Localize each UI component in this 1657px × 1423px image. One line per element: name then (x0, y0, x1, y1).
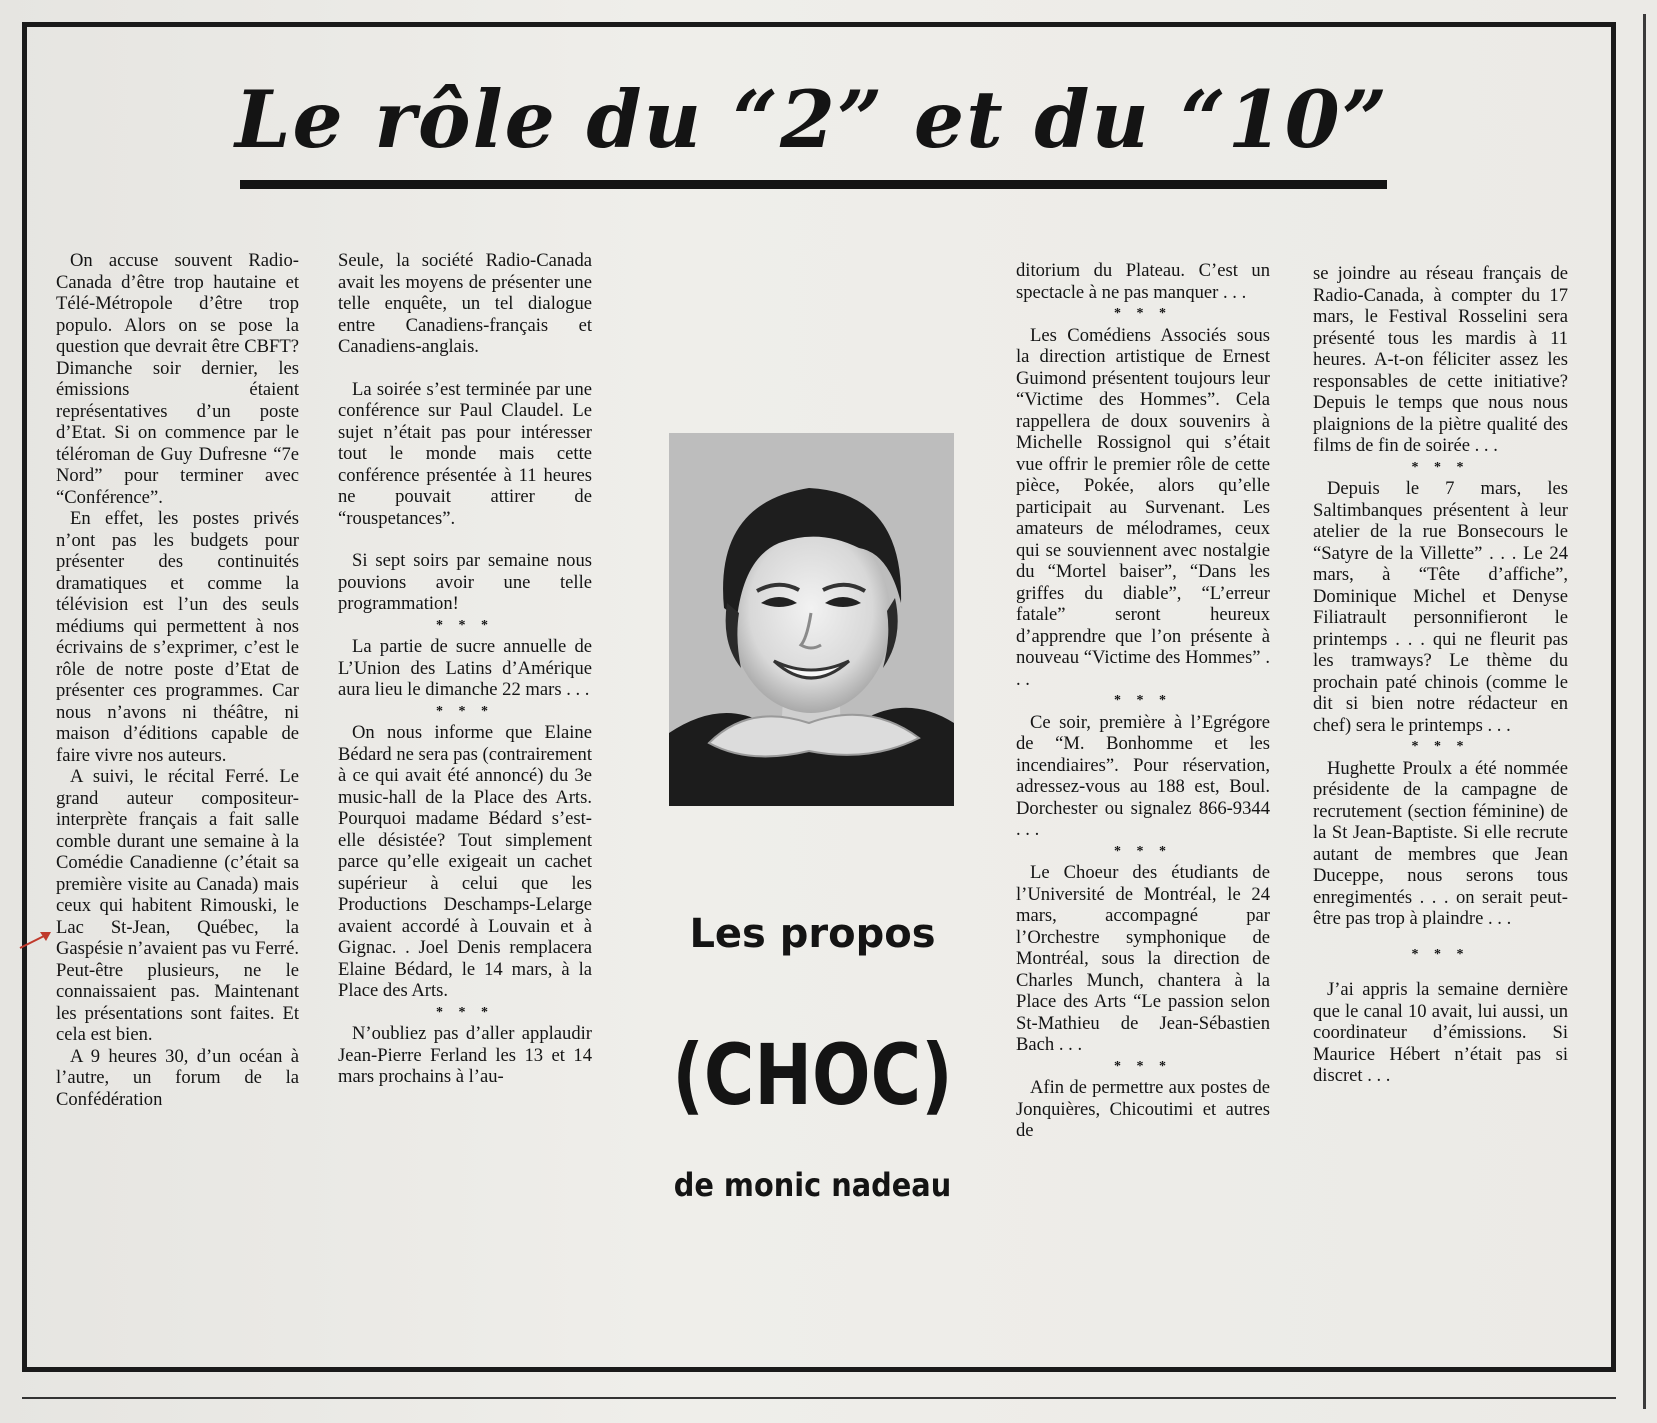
paragraph: ditorium du Plateau. C’est un spectacle à ne pas manquer . . . (1016, 260, 1270, 303)
section-separator: * * * (1114, 693, 1172, 708)
author-byline: de monic nadeau (673, 1166, 952, 1204)
portrait-illustration (669, 433, 954, 806)
paragraph: Seule, la société Radio-Canada avait les moyens de présenter une telle enquête, un tel dialogue entre Canadiens-français et Canadiens-anglais. (338, 250, 592, 357)
column-2 (338, 250, 592, 1088)
column-kicker-emphasis: (CHOC) (672, 1026, 953, 1124)
paragraph: On nous informe que Elaine Bédard ne sera pas (contrairement à ce qui avait été annoncé) du 3e music-hall de la Place des Arts. Pourquoi madame Bédard s’est-elle désistée? Tout simplement parce qu’elle exigeait un cachet supérieur à celui que les Productions Deschamps-Lelarge avaient accordé à Louvain et à Gignac. . Joel Denis remplacera Elaine Bédard, le 14 mars, à la Place des Arts. (338, 722, 592, 1001)
column-3 (1016, 260, 1270, 1142)
paragraph: se joindre au réseau français de Radio-Canada, à compter du 17 mars, le Festival Rosselini sera présenté tous les mardis à 11 heures. A-t-on féliciter assez les responsables de cette initiative? Depuis le temps que nous nous plaignions de la piètre qualité des films de fin de soirée . . . (1313, 263, 1568, 456)
section-separator: * * * (1114, 306, 1172, 321)
section-separator: * * * (436, 1004, 494, 1020)
paragraph: Ce soir, première à l’Egrégore de “M. Bonhomme et les incendiaires”. Pour réservation, adressez-vous au 188 est, Boul. Dorchester ou signalez 866-9344 . . . (1016, 711, 1270, 840)
paragraph: Afin de permettre aux postes de Jonquières, Chicoutimi et autres de (1016, 1077, 1270, 1141)
section-separator: * * * (436, 617, 494, 633)
bottom-rule (22, 1397, 1616, 1399)
paragraph: Hughette Proulx a été nommée présidente de la campagne de recrutement (section féminine) de la St Jean-Baptiste. Si elle recrute autant de membres que Jean Duceppe, nous serons tous enregimentés . . . on serait peut-être pas trop à plaindre . . . (1313, 757, 1568, 929)
paragraph: Depuis le 7 mars, les Saltimbanques présentent à leur atelier de la rue Bonsecours le “Satyre de la Villette” . . . Le 24 mars, à “Tête d’affiche”, Dominique Michel et Denyse Filiatrault personnifieront le printemps . . . qui ne fleurit pas les tramways? Le thème du prochain paté chinois (comme le dit si bien notre rédacteur en chef) sera le printemps . . . (1313, 478, 1568, 736)
section-separator: * * * (436, 703, 494, 719)
page-edge-rule (1643, 14, 1646, 1409)
title-underline (240, 180, 1387, 189)
paragraph: En effet, les postes privés n’ont pas les budgets pour présenter des continuités dramatiques et comme la télévision est l’un des seuls médiums qui permettent à nos écrivains de s’exprimer, c’est le rôle de notre poste d’Etat de présenter ces programmes. Car nous n’avons ni théâtre, ni maison d’éditions capable de faire vivre nos auteurs. (56, 508, 299, 766)
section-separator: * * * (1411, 739, 1470, 754)
paragraph: J’ai appris la semaine dernière que le canal 10 avait, lui aussi, un coordinateur d’émissions. Si Maurice Hébert n’était pas si discret . . . (1313, 979, 1568, 1086)
paragraph: La partie de sucre annuelle de L’Union des Latins d’Amérique aura lieu le dimanche 22 mars . . . (338, 636, 592, 700)
paragraph: N’oubliez pas d’aller applaudir Jean-Pierre Ferland les 13 et 14 mars prochains à l’au- (338, 1023, 592, 1087)
paragraph: A 9 heures 30, d’un océan à l’autre, un forum de la Confédération (56, 1045, 299, 1110)
section-separator: * * * (1411, 459, 1470, 475)
section-separator: * * * (1114, 843, 1172, 859)
paragraph: Les Comédiens Associés sous la direction artistique de Ernest Guimond présentent toujours leur “Victime des Hommes”. Cela rappellera de doux souvenirs à Michelle Rossignol qui s’était vue offrir le premier rôle de cette pièce, Pokée, alors qu’elle participait au Survenant. Les amateurs de mélodrames, ceux qui se souviennent avec nostalgie du “Mortel baiser”, “Dans les griffes du diable”, “L’erreur fatale” seront heureux d’apprendre que l’on présente à nouveau “Victime des Hommes” . . . (1016, 324, 1270, 690)
red-arrow-mark-icon (18, 928, 54, 950)
column-4 (1313, 263, 1568, 1087)
section-separator: * * * (1411, 946, 1470, 962)
column-kicker: Les propos (689, 911, 936, 957)
paragraph: La soirée s’est terminée par une conférence sur Paul Claudel. Le sujet n’était pas pour intéresser tout le monde mais cette conférence présentée à 11 heures ne pouvait attirer de “rouspetances”. (338, 378, 592, 529)
paragraph: Si sept soirs par semaine nous pouvions avoir une telle programmation! (338, 550, 592, 614)
section-separator: * * * (1114, 1058, 1172, 1074)
paragraph: A suivi, le récital Ferré. Le grand auteur compositeur-interprète français a fait salle comble durant une semaine à la Comédie Canadienne (c’était sa première visite au Canada) mais ceux qui habitent Rimouski, le Lac St-Jean, Québec, la Gaspésie n’avaient pas vu Ferré. Peut-être plusieurs, ne le connaissaient pas. Maintenant les présentations sont faites. Et cela est bien. (56, 766, 299, 1045)
column-1 (56, 250, 299, 1110)
paragraph: Le Choeur des étudiants de l’Université de Montréal, le 24 mars, accompagné par l’Orchestre symphonique de Montréal, sous la direction de Charles Munch, chantera à la Place des Arts “Le passion selon St-Mathieu de Jean-Sébastien Bach . . . (1016, 862, 1270, 1055)
article-title: Le rôle du “2” et du “10” (235, 73, 1390, 166)
portrait-photo (669, 433, 954, 806)
paragraph: On accuse souvent Radio-Canada d’être trop hautaine et Télé-Métropole d’être trop populo. Alors on se pose la question que devrait être CBFT? Dimanche soir dernier, les émissions étaient représentatives d’un poste d’Etat. Si on commence par le téléroman de Guy Dufresne “7e Nord” pour terminer avec “Conférence”. (56, 250, 299, 508)
